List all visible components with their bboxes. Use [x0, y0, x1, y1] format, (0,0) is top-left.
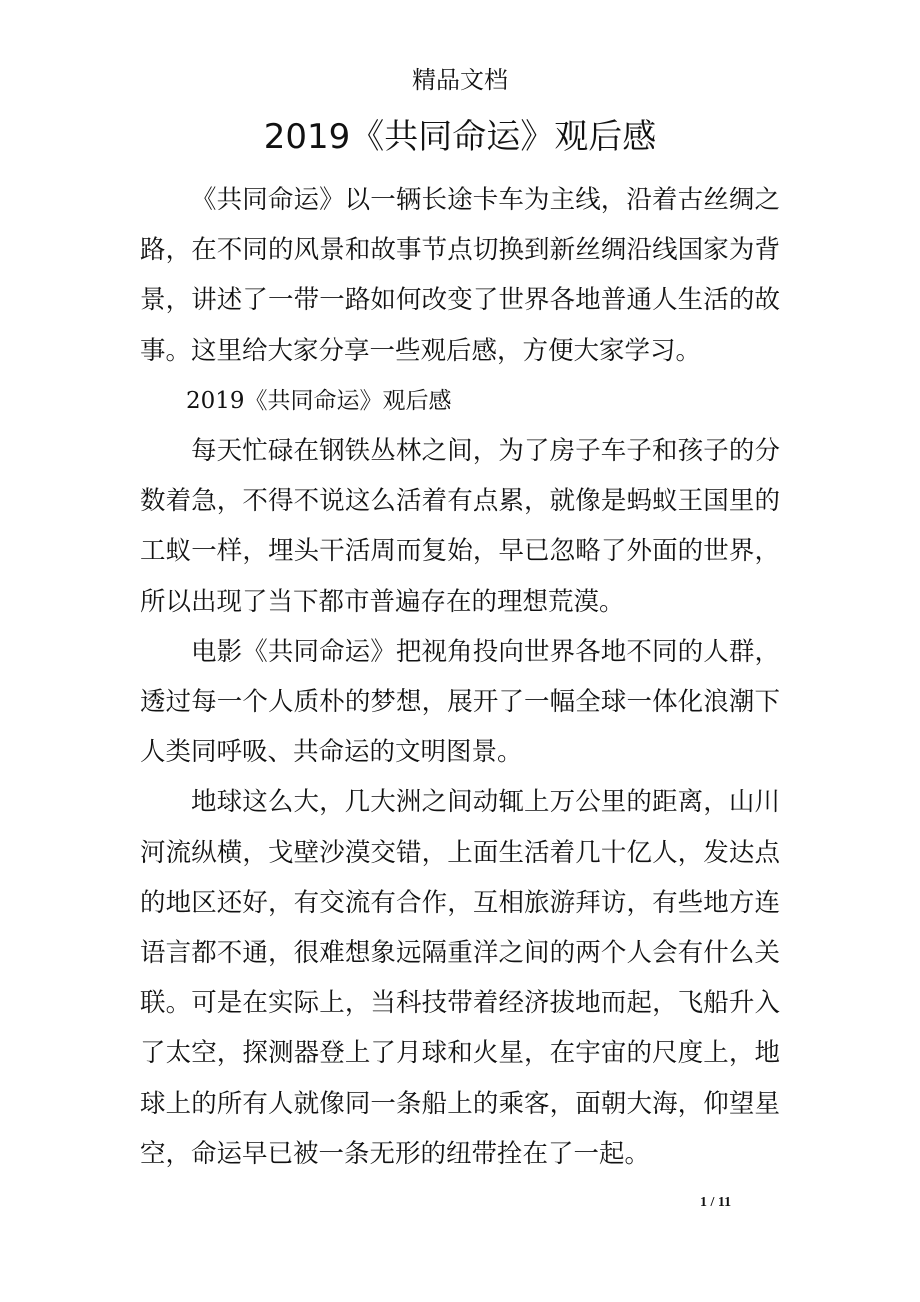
document-body [140, 175, 780, 1179]
paragraph-subtitle: 2019《共同命运》观后感 [186, 387, 452, 414]
paragraph-body-1: 每天忙碌在钢铁丛林之间，为了房子车子和孩子的分数着急，不得不说这么活着有点累，就像是蚂蚁王国里的工蚁一样，埋头干活周而复始，早已忽略了外面的世界，所以出现了当下都市普遍存在的理想荒漠。 [140, 436, 780, 617]
document-title: 2019《共同命运》观后感 [263, 117, 657, 157]
paragraph-intro: 《共同命运》以一辆长途卡车为主线，沿着古丝绸之路，在不同的风景和故事节点切换到新丝绸沿线国家为背景，讲述了一带一路如何改变了世界各地普通人生活的故事。这里给大家分享一些观后感，方便大家学习。 [140, 185, 780, 366]
page-header: 精品文档 [412, 66, 508, 94]
paragraph-body-2: 电影《共同命运》把视角投向世界各地不同的人群，透过每一个人质朴的梦想，展开了一幅全球一体化浪潮下人类同呼吸、共命运的文明图景。 [140, 636, 780, 768]
page-number: 1 / 11 [700, 1195, 732, 1210]
paragraph-body-3: 地球这么大，几大洲之间动辄上万公里的距离，山川河流纵横，戈壁沙漠交错，上面生活着几十亿人，发达点的地区还好，有交流有合作，互相旅游拜访，有些地方连语言都不通，很难想象远隔重洋之间的两个人会有什么关联。可是在实际上，当科技带着经济拔地而起，飞船升入了太空，探测器登上了月球和火星，在宇宙的尺度上，地球上的所有人就像同一条船上的乘客，面朝大海，仰望星空，命运早已被一条无形的纽带拴在了一起。 [140, 787, 780, 1169]
